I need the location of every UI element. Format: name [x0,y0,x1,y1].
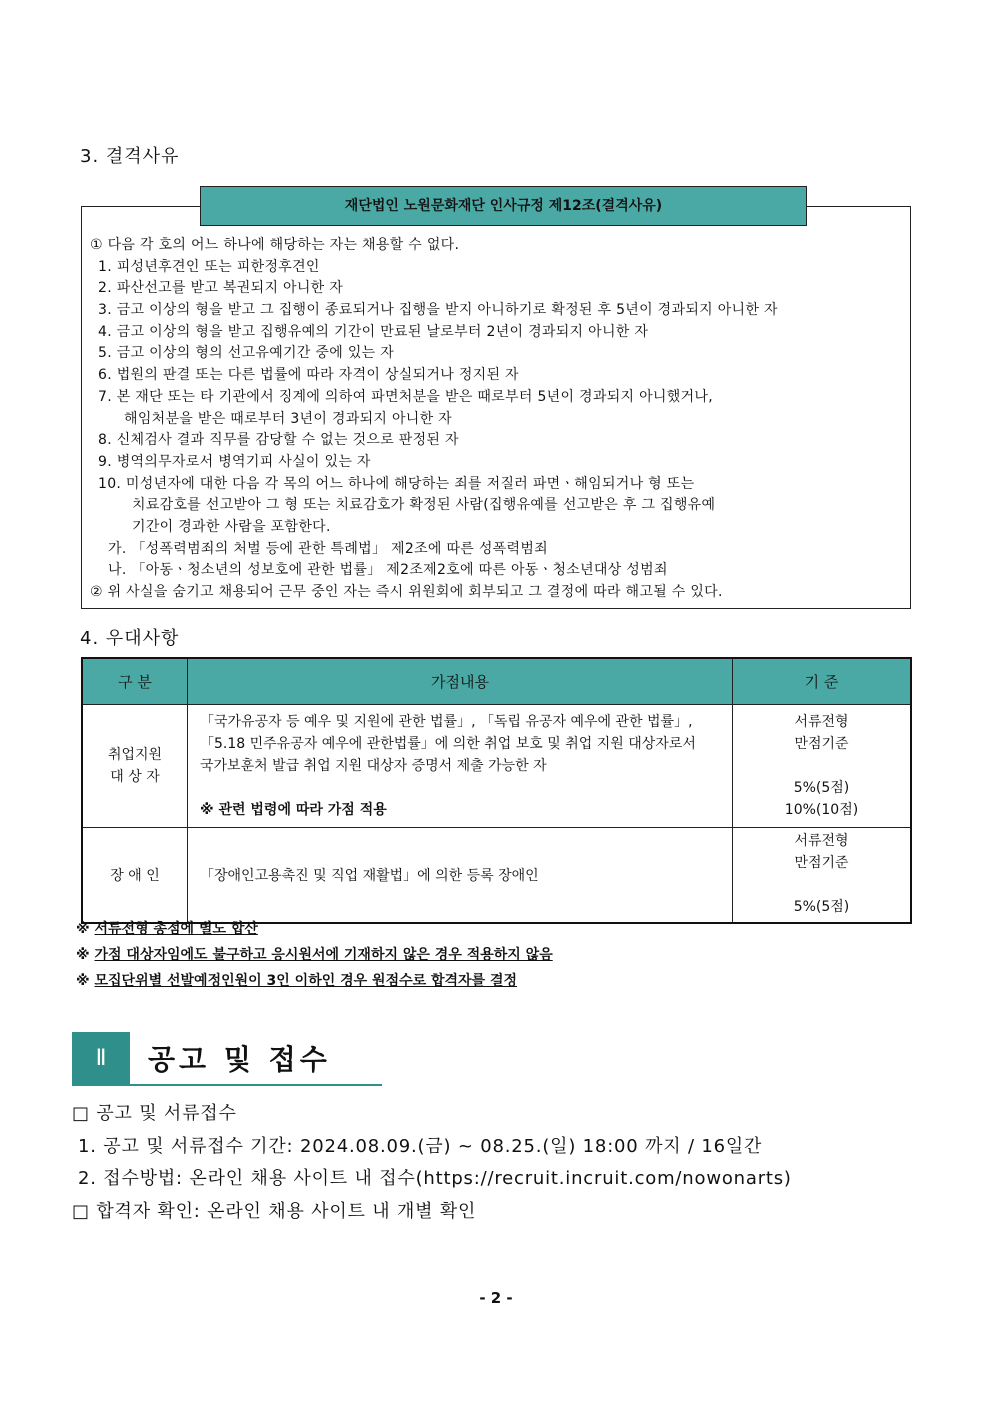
category-line: 장 애 인 [110,867,160,884]
page-number: - 2 - [479,1289,513,1307]
content-cell [188,828,733,923]
category-line: 대 상 자 [110,769,160,785]
criteria-line: 서류전형 [794,833,849,849]
criteria-line: 5%(5점) [793,899,850,915]
list-item: 5. 금고 이상의 형의 선고유예기간 중에 있는 자 [98,345,395,362]
note-item [76,942,553,968]
list-item: 4. 금고 이상의 형을 받고 집행유예의 기간이 만료된 날로부터 2년이 경과되지 아니한 자 [98,323,649,340]
criteria-cell [733,705,912,828]
section-title-announcement: 공고 및 접수 [148,1043,331,1076]
content-line: 「5.18 민주유공자 예우에 관한법률」에 의한 취업 보호 및 취업 지원 대상자로서 [200,736,696,752]
list-item: 3. 금고 이상의 형을 받고 그 집행이 종료되거나 집행을 받지 아니하기로 확정된 후 5년이 경과되지 아니한 자 [98,302,778,319]
preference-notes [76,916,553,994]
list-item: 나. 「아동ㆍ청소년의 성보호에 관한 법률」 제2조제2호에 따른 아동ㆍ청소년대상 성범죄 [108,562,668,579]
criteria-line: 서류전형 [794,714,849,730]
criteria-spacer [745,874,898,896]
table-row [82,705,911,828]
note-text: 모집단위별 선발예정인원이 3인 이하인 경우 원점수로 합격자를 결정 [94,973,518,989]
criteria-spacer [745,755,898,777]
content-note: ※ 관련 법령에 따라 가점 적용 [200,802,387,818]
section-title-disqualification: 3. 결격사유 [80,146,180,167]
list-item: 2. 접수방법: 온라인 채용 사이트 내 접수(https://recruit.incruit.com/nowonarts) [78,1168,792,1189]
category-cell [82,705,188,828]
list-item: 1. 공고 및 서류접수 기간: 2024.08.09.(금) ~ 08.25.(일) 18:00 까지 / 16일간 [78,1135,763,1157]
section-number-badge: Ⅱ [72,1032,130,1086]
list-item: 1. 피성년후견인 또는 피한정후견인 [98,258,320,275]
note-mark: ※ [76,973,90,989]
list-item: □ 공고 및 서류접수 [72,1103,237,1124]
column-header: 구 분 [82,658,188,705]
column-header: 가점내용 [188,658,733,705]
category-cell [82,828,188,923]
list-item: 7. 본 재단 또는 타 기관에서 징계에 의하여 파면처분을 받은 때로부터 5년이 경과되지 아니했거나, [98,388,713,405]
criteria-line: 10%(10점) [784,802,859,818]
content-line: 「장애인고용촉진 및 직업 재활법」에 의한 등록 장애인 [200,867,539,884]
list-item: 치료감호를 선고받아 그 형 또는 치료감호가 확정된 사람(집행유예를 선고받은 후 그 집행유예 [132,497,716,514]
section-title-underline [130,1084,382,1086]
preference-table [81,657,912,924]
list-item: 2. 파산선고를 받고 복권되지 아니한 자 [98,280,344,297]
table-row [82,828,911,923]
content-line: 「국가유공자 등 예우 및 지원에 관한 법률」, 「독립 유공자 예우에 관한 법률」, [200,714,693,730]
note-text: 서류전형 총점에 별도 합산 [94,921,258,937]
note-item [76,968,553,994]
note-mark: ※ [76,921,90,937]
note-text: 가점 대상자임에도 불구하고 응시원서에 기재하지 않은 경우 적용하지 않음 [94,947,553,963]
list-item: 8. 신체검사 결과 직무를 감당할 수 없는 것으로 판정된 자 [98,432,459,449]
disqualification-list [90,235,910,604]
list-item: □ 합격자 확인: 온라인 채용 사이트 내 개별 확인 [72,1200,477,1222]
announcement-list [72,1098,792,1228]
criteria-line: 만점기준 [794,855,849,871]
note-item [76,916,553,942]
list-item: ② 위 사실을 숨기고 채용되어 근무 중인 자는 즉시 위원회에 회부되고 그 결정에 따라 해고될 수 있다. [90,584,723,600]
content-cell [188,705,733,828]
list-item: 10. 미성년자에 대한 다음 각 목의 어느 하나에 해당하는 죄를 저질러 파면ㆍ해임되거나 형 또는 [98,475,695,492]
list-item: 9. 병역의무자로서 병역기피 사실이 있는 자 [98,453,371,470]
list-item: 가. 「성폭력범죄의 처벌 등에 관한 특례법」 제2조에 따른 성폭력범죄 [108,540,548,557]
list-item: 6. 법원의 판결 또는 다른 법률에 따라 자격이 상실되거나 정지된 자 [98,367,519,384]
list-item: ① 다음 각 호의 어느 하나에 해당하는 자는 채용할 수 없다. [90,237,460,253]
criteria-line: 5%(5점) [793,780,850,796]
list-item: 기간이 경과한 사람을 포함한다. [132,518,331,535]
disqualification-box-title: 재단법인 노원문화재단 인사규정 제12조(결격사유) [200,186,807,226]
column-header: 기 준 [733,658,912,705]
criteria-cell [733,828,912,923]
section-title-preference: 4. 우대사항 [80,628,180,649]
content-line: 국가보훈처 발급 취업 지원 대상자 증명서 제출 가능한 자 [200,758,547,774]
table-header-row [82,658,911,705]
list-item: 해임처분을 받은 때로부터 3년이 경과되지 아니한 자 [124,410,453,427]
note-mark: ※ [76,947,90,963]
criteria-line: 만점기준 [794,736,849,752]
category-line: 취업지원 [107,747,163,763]
